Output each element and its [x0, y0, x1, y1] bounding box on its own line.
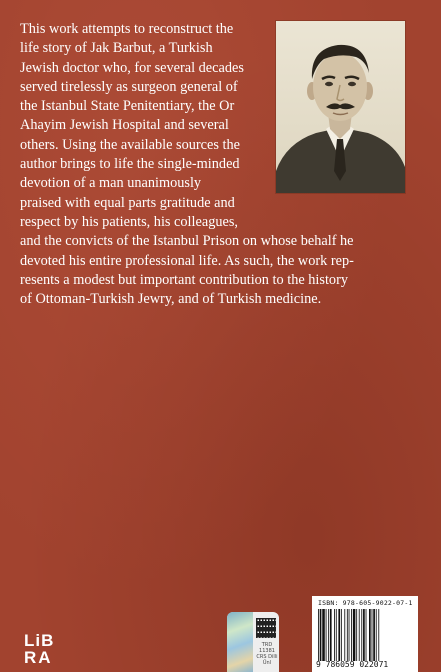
blurb-line: resents a modest but important contribution to the history: [20, 271, 348, 288]
hologram-sticker: [227, 612, 279, 672]
blurb-line: the Istanbul State Penitentiary, the Or: [20, 98, 235, 115]
qr-code-icon: [256, 618, 276, 638]
back-cover-blurb: [20, 20, 425, 309]
blurb-line: devotion of a man unanimously: [20, 175, 202, 192]
blurb-line: praised with equal parts gratitude and: [20, 194, 235, 211]
blurb-line: served tirelessly as surgeon general of: [20, 78, 238, 95]
blurb-line: respect by his patients, his colleagues,: [20, 213, 238, 230]
barcode-bars: [318, 609, 414, 661]
hologram-icon: [227, 612, 253, 672]
blurb-line: devoted his entire professional life. As such, the work rep-: [20, 252, 354, 269]
barcode-digits: 9 786059 022071: [316, 660, 389, 669]
blurb-line: of Ottoman-Turkish Jewry, and of Turkish medicine.: [20, 291, 322, 308]
isbn-label: ISBN: 978-605-9022-07-1: [318, 599, 413, 607]
publisher-logo: [24, 632, 58, 672]
blurb-line: life story of Jak Barbut, a Turkish: [20, 40, 213, 57]
publisher-logo-line-1: LiB: [24, 631, 55, 650]
blurb-line: others. Using the available sources the: [20, 136, 240, 153]
blurb-line: This work attempts to reconstruct the: [20, 21, 234, 37]
blurb-line: Ahayim Jewish Hospital and several: [20, 117, 229, 134]
isbn-barcode: [312, 596, 418, 672]
publisher-logo-line-2: RA: [24, 648, 53, 667]
sticker-text: TRD 11381 CRS Dilli Ünl: [256, 642, 278, 666]
blurb-line: and the convicts of the Istanbul Prison on whose behalf he: [20, 233, 354, 250]
blurb-line: Jewish doctor who, for several decades: [20, 59, 244, 76]
blurb-line: author brings to life the single-minded: [20, 156, 240, 173]
